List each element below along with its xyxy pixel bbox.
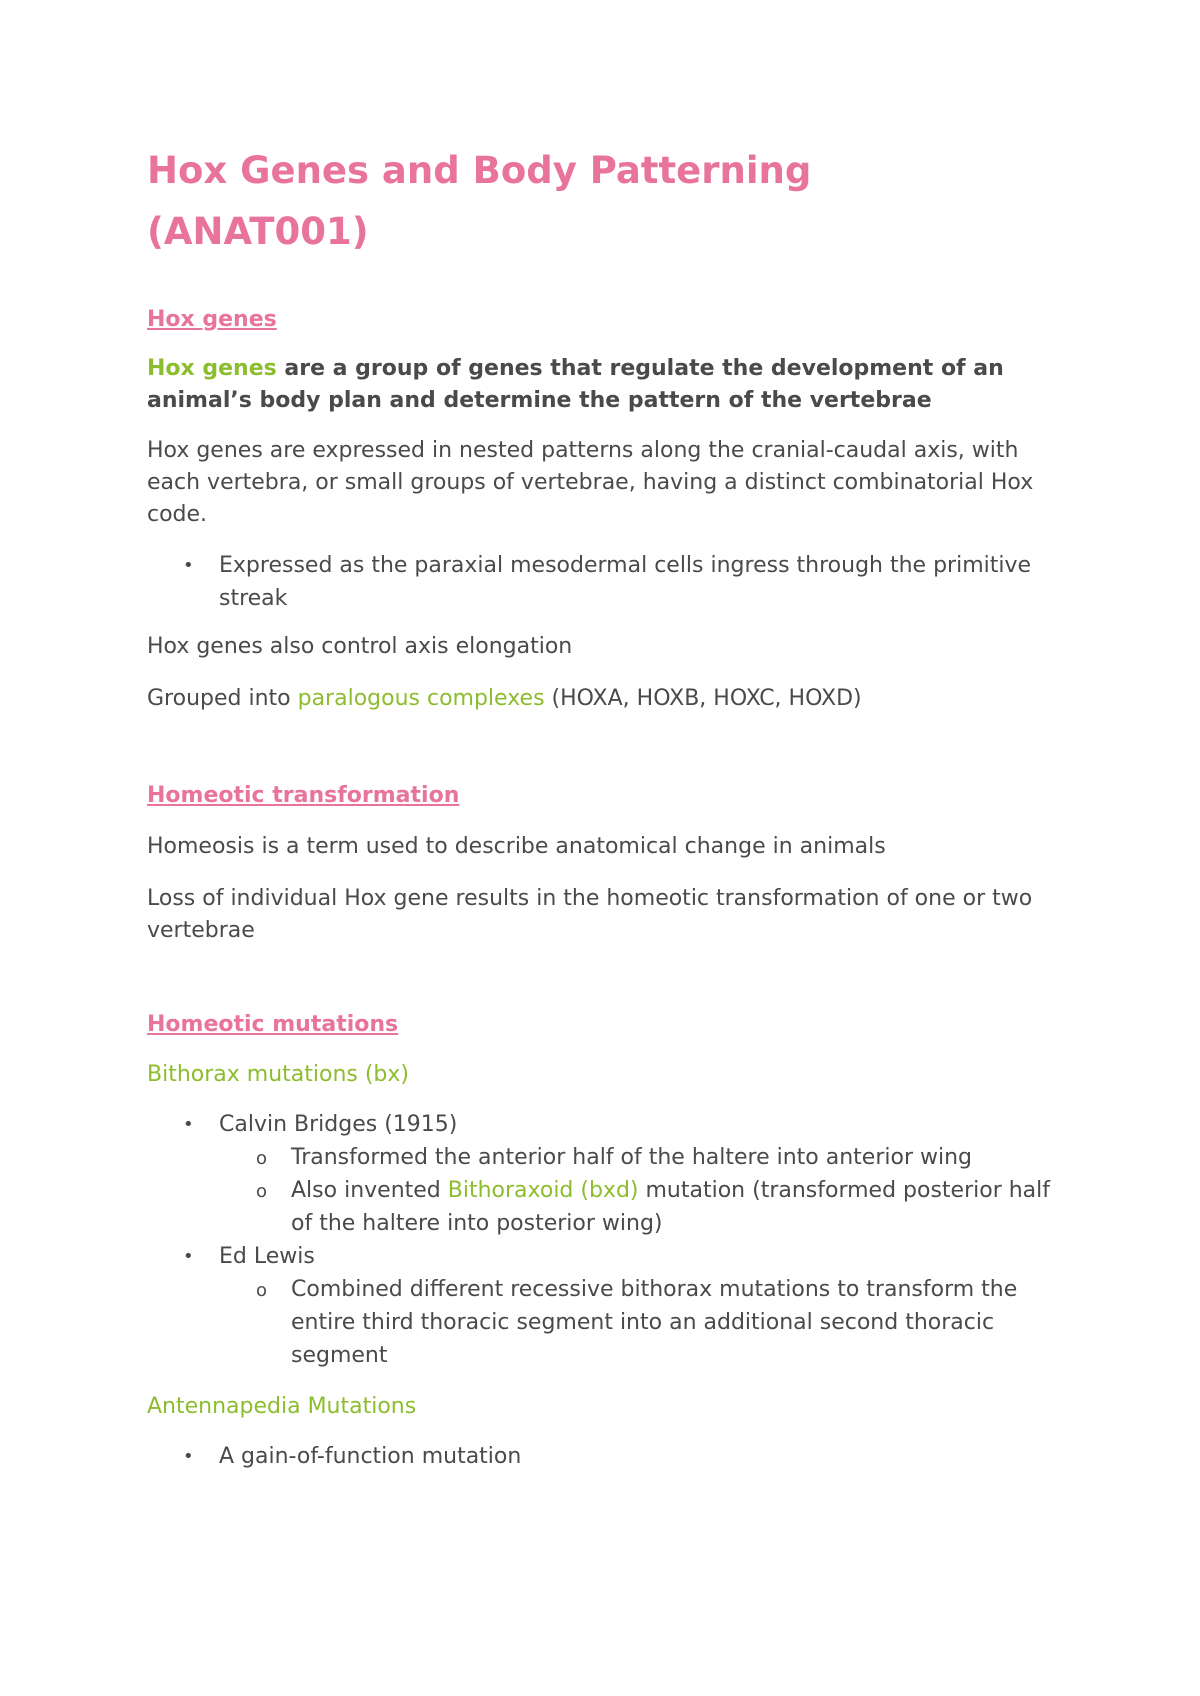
paralogous-complexes-term: paralogous complexes	[297, 686, 545, 711]
hox-genes-term: Hox genes	[147, 356, 277, 381]
grouped-suffix: (HOXA, HOXB, HOXC, HOXD)	[544, 686, 862, 711]
circle-bullet-icon: o	[256, 1280, 268, 1301]
hox-genes-definition	[147, 353, 1077, 417]
title-line-2: (ANAT001)	[147, 210, 369, 253]
sub-list-item-suffix: mutation (transformed posterior half of the haltere into posterior wing)	[291, 1178, 1051, 1236]
list-item	[147, 1440, 1077, 1473]
hox-genes-bullet-list	[147, 549, 1077, 615]
subheading-bithorax: Bithorax mutations (bx)	[147, 1062, 410, 1087]
axis-elongation-paragraph: Hox genes also control axis elongation	[147, 634, 573, 659]
bullet-icon: •	[183, 1446, 194, 1467]
list-item-text: Calvin Bridges (1915)	[219, 1112, 458, 1137]
circle-bullet-icon: o	[256, 1148, 268, 1169]
subheading-antennapedia: Antennapedia Mutations	[147, 1394, 417, 1419]
bullet-icon: •	[183, 1246, 194, 1267]
hox-genes-definition-text: are a group of genes that regulate the development of an animal’s body plan and determine the pattern of the vertebrae	[147, 356, 1004, 413]
sub-list-item	[219, 1141, 1077, 1174]
loss-of-hox-paragraph: Loss of individual Hox gene results in the homeotic transformation of one or two vertebrae	[147, 886, 1033, 943]
document-body	[147, 140, 1077, 1473]
section-heading-hox-genes: Hox genes	[147, 307, 277, 332]
calvin-sub-list	[219, 1141, 1077, 1240]
ed-sub-list	[219, 1273, 1077, 1372]
bithoraxoid-term: Bithoraxoid (bxd)	[447, 1178, 639, 1203]
title-line-1: Hox Genes and Body Patterning	[147, 149, 812, 192]
section-heading-homeotic-transformation: Homeotic transformation	[147, 783, 460, 808]
homeosis-paragraph: Homeosis is a term used to describe anatomical change in animals	[147, 834, 886, 859]
bithorax-bullet-list	[147, 1108, 1077, 1372]
sub-list-item-text: Transformed the anterior half of the haltere into anterior wing	[291, 1145, 973, 1170]
circle-bullet-icon: o	[256, 1181, 268, 1202]
paralogous-complexes-paragraph	[147, 683, 1077, 715]
section-heading-homeotic-mutations: Homeotic mutations	[147, 1012, 399, 1037]
hox-genes-expression-paragraph: Hox genes are expressed in nested patterns along the cranial-caudal axis, with each vertebra, or small groups of vertebrae, having a distinct combinatorial Hox code.	[147, 438, 1034, 527]
antennapedia-bullet-list	[147, 1440, 1077, 1473]
bullet-icon: •	[183, 1114, 194, 1135]
list-item-text: A gain-of-function mutation	[219, 1444, 522, 1469]
sub-list-item	[219, 1174, 1077, 1240]
document-title	[147, 140, 1077, 262]
bullet-icon: •	[183, 555, 194, 576]
list-item-text: Expressed as the paraxial mesodermal cells ingress through the primitive streak	[219, 553, 1032, 611]
sub-list-item	[219, 1273, 1077, 1372]
list-item	[147, 1240, 1077, 1372]
list-item	[147, 1108, 1077, 1240]
sub-list-item-text: Combined different recessive bithorax mutations to transform the entire third thoracic segment into an additional second thoracic segment	[291, 1277, 1018, 1368]
sub-list-item-prefix: Also invented	[291, 1178, 448, 1203]
grouped-prefix: Grouped into	[147, 686, 298, 711]
list-item	[147, 549, 1077, 615]
list-item-text: Ed Lewis	[219, 1244, 315, 1269]
